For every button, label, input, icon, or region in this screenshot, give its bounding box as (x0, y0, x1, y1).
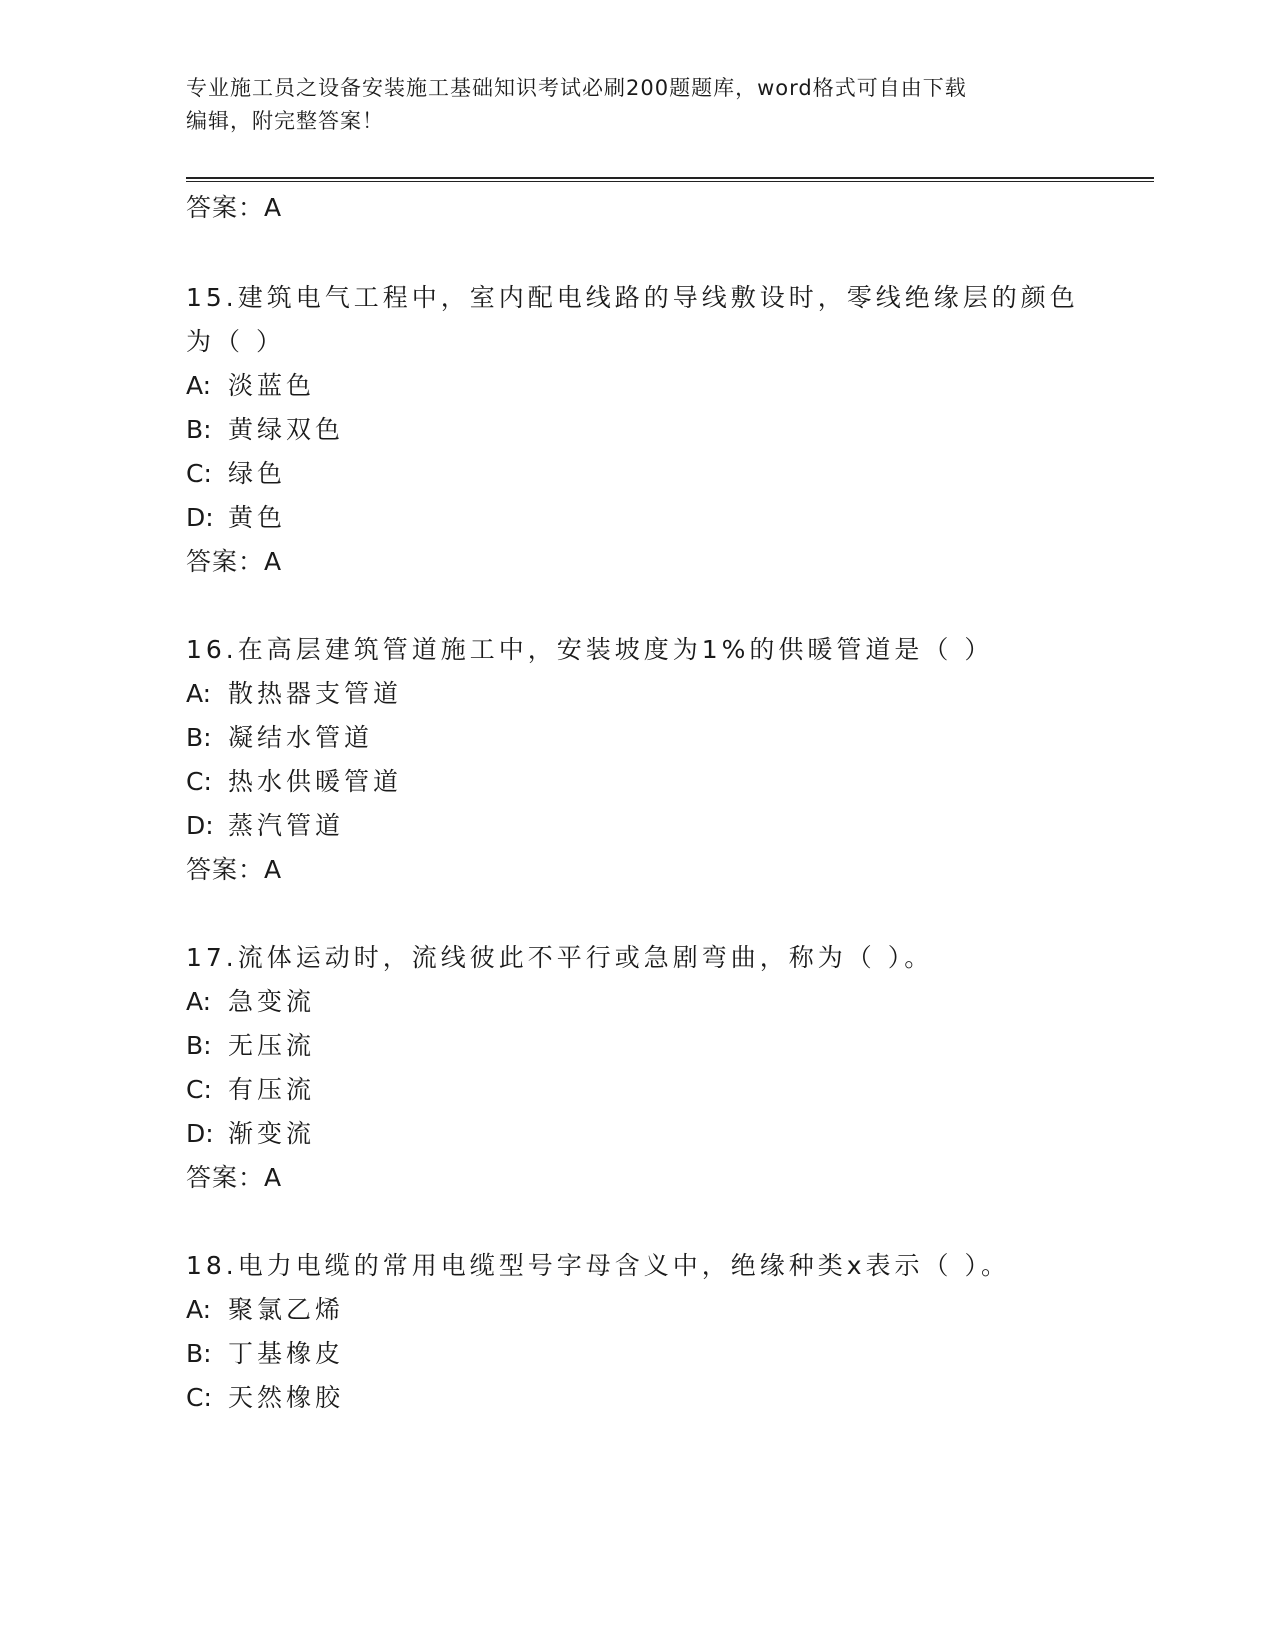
option-letter: B: (186, 1339, 212, 1368)
option-letter: C: (186, 767, 212, 796)
option-text: 有压流 (228, 1075, 316, 1104)
option-letter: D: (186, 1119, 214, 1148)
option-a (186, 1294, 344, 1326)
option-text: 黄色 (228, 503, 287, 532)
answer-label: 答案：A (186, 193, 283, 222)
header-divider-thin (186, 181, 1154, 182)
option-letter: A: (186, 679, 212, 708)
option-d (186, 1118, 315, 1150)
header-line-2: 编辑，附完整答案！ (186, 109, 384, 133)
option-letter: A: (186, 371, 212, 400)
option-letter: C: (186, 1075, 212, 1104)
option-text: 凝结水管道 (228, 723, 374, 752)
question-stem: 15.建筑电气工程中，室内配电线路的导线敷设时，零线绝缘层的颜色 (186, 283, 1079, 312)
option-text: 淡蓝色 (228, 371, 316, 400)
option-c (186, 1074, 315, 1106)
option-text: 蒸汽管道 (228, 811, 345, 840)
question-stem: 18.电力电缆的常用电缆型号字母含义中，绝缘种类x表示（ ）。 (186, 1251, 1011, 1280)
question-stem: 16.在高层建筑管道施工中，安装坡度为1%的供暖管道是（ ） (186, 635, 994, 664)
option-text: 聚氯乙烯 (228, 1295, 345, 1324)
option-text: 黄绿双色 (228, 415, 345, 444)
option-c (186, 458, 286, 490)
question-stem-continued: 为（ ） (186, 327, 285, 356)
option-a (186, 370, 315, 402)
option-text: 绿色 (228, 459, 287, 488)
question-stem: 17.流体运动时，流线彼此不平行或急剧弯曲，称为（ ）。 (186, 943, 934, 972)
option-text: 渐变流 (228, 1119, 316, 1148)
document-header (186, 72, 1086, 138)
option-letter: D: (186, 503, 214, 532)
option-a (186, 678, 402, 710)
option-letter: A: (186, 987, 212, 1016)
answer-label: 答案：A (186, 547, 283, 576)
option-text: 丁基橡皮 (228, 1339, 345, 1368)
option-letter: C: (186, 459, 212, 488)
option-letter: B: (186, 723, 212, 752)
option-text: 散热器支管道 (228, 679, 403, 708)
option-c (186, 1382, 344, 1414)
answer-label: 答案：A (186, 855, 283, 884)
option-b (186, 722, 373, 754)
option-letter: B: (186, 1031, 212, 1060)
option-text: 急变流 (228, 987, 316, 1016)
option-letter: A: (186, 1295, 212, 1324)
option-c (186, 766, 402, 798)
answer-label: 答案：A (186, 1163, 283, 1192)
header-line-1: 专业施工员之设备安装施工基础知识考试必刷200题题库，word格式可自由下载 (186, 76, 967, 100)
option-d (186, 810, 344, 842)
option-a (186, 986, 315, 1018)
option-letter: D: (186, 811, 214, 840)
option-letter: B: (186, 415, 212, 444)
option-text: 天然橡胶 (228, 1383, 345, 1412)
option-b (186, 1030, 315, 1062)
option-letter: C: (186, 1383, 212, 1412)
option-b (186, 414, 344, 446)
header-divider (186, 177, 1154, 179)
option-text: 无压流 (228, 1031, 316, 1060)
option-d (186, 502, 286, 534)
option-b (186, 1338, 344, 1370)
option-text: 热水供暖管道 (228, 767, 403, 796)
